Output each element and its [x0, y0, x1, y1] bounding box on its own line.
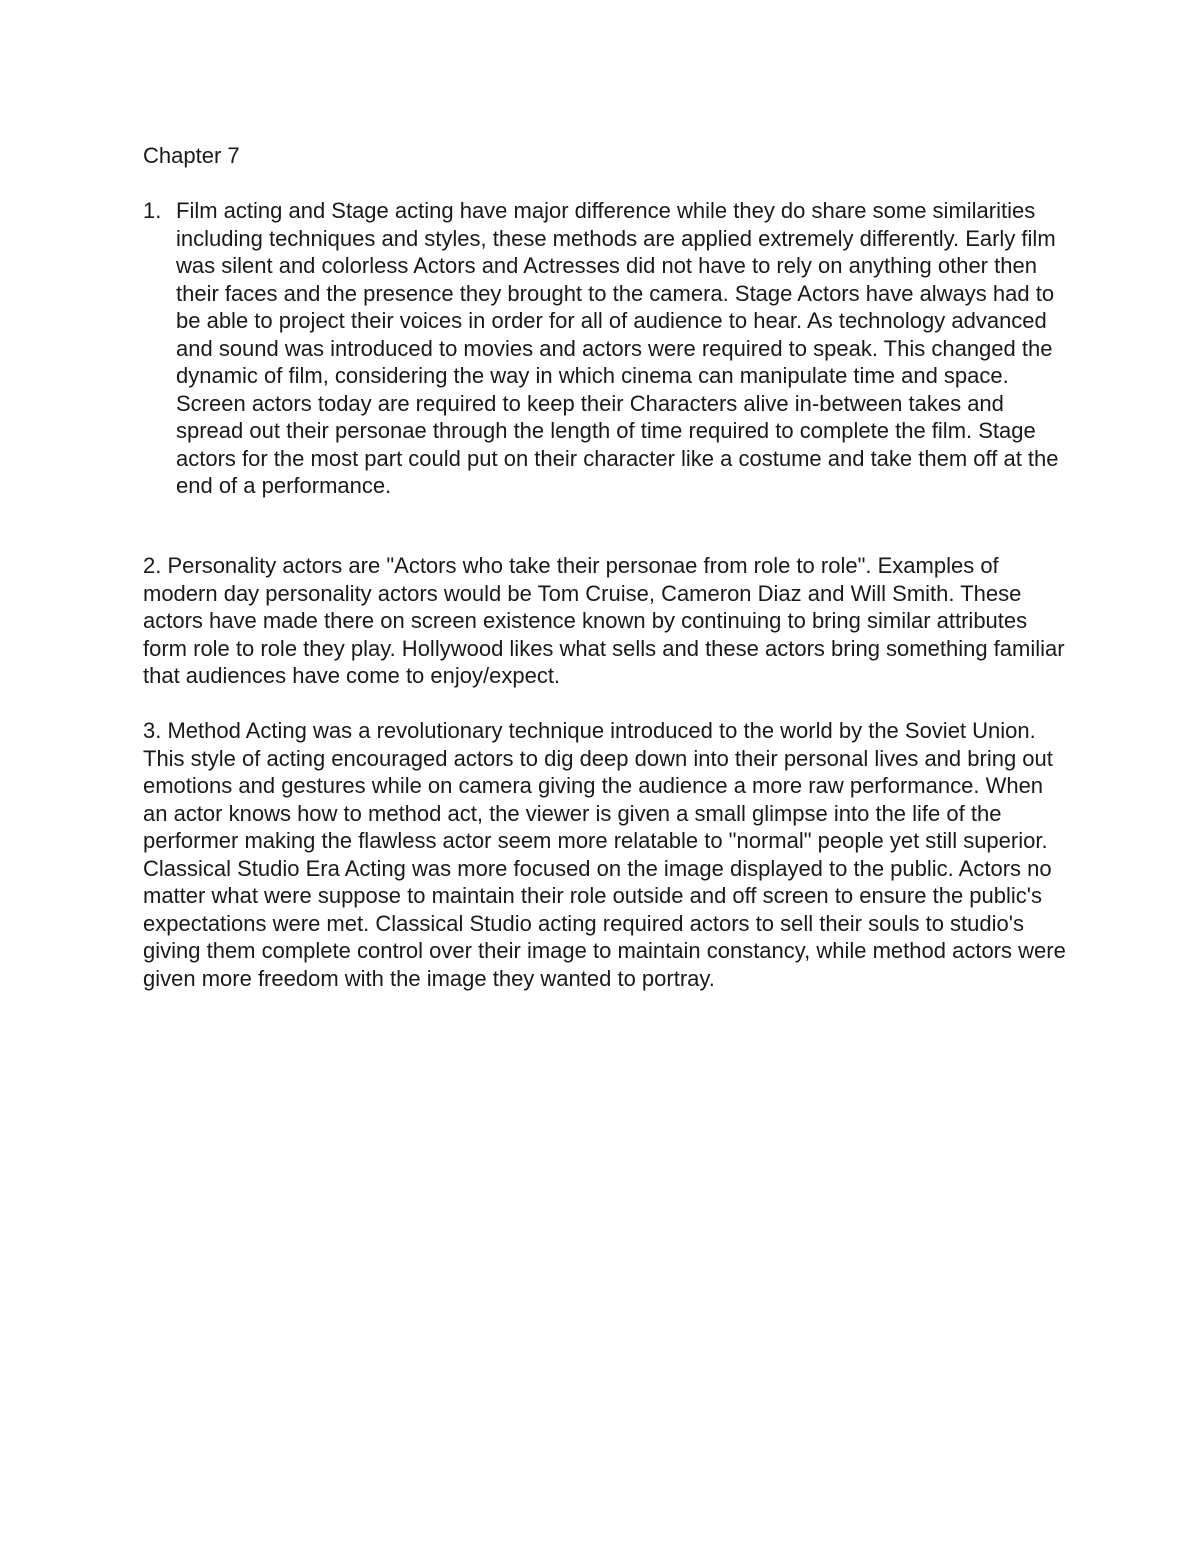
answer-item-1	[143, 197, 1063, 500]
answer-text-1: Film acting and Stage acting have major difference while they do share some similarities including techniques and styles, these methods are applied extremely differently. Early film was silent and colorless Actors and Actresses did not have to rely on anything other then their faces and the presence they brought to the camera. Stage Actors have always had to be able to project their voices in order for all of audience to hear. As technology advanced and sound was introduced to movies and actors were required to speak. This changed the dynamic of film, considering the way in which cinema can manipulate time and space. Screen actors today are required to keep their Characters alive in-between takes and spread out their personae through the length of time required to complete the film. Stage actors for the most part could put on their character like a costume and take them off at the end of a performance.	[176, 198, 1059, 498]
answer-item-2: 2. Personality actors are "Actors who take their personae from role to role". Examples of modern day personality actors would be Tom Cruise, Cameron Diaz and Will Smith. These actors have made there on screen existence known by continuing to bring similar attributes form role to role they play. Hollywood likes what sells and these actors bring something familiar that audiences have come to enjoy/expect.	[143, 553, 1065, 688]
document-title: Chapter 7	[143, 143, 240, 168]
answer-item-3: 3. Method Acting was a revolutionary technique introduced to the world by the Soviet Union. This style of acting encouraged actors to dig deep down into their personal lives and bring out emotions and gestures while on camera giving the audience a more raw performance. When an actor knows how to method act, the viewer is given a small glimpse into the life of the performer making the flawless actor seem more relatable to "normal" people yet still superior. Classical Studio Era Acting was more focused on the image displayed to the public. Actors no matter what were suppose to maintain their role outside and off screen to ensure the public's expectations were met. Classical Studio acting required actors to sell their souls to studio's giving them complete control over their image to maintain constancy, while method actors were given more freedom with the image they wanted to portray.	[143, 718, 1066, 991]
item-number: 1.	[143, 198, 162, 223]
